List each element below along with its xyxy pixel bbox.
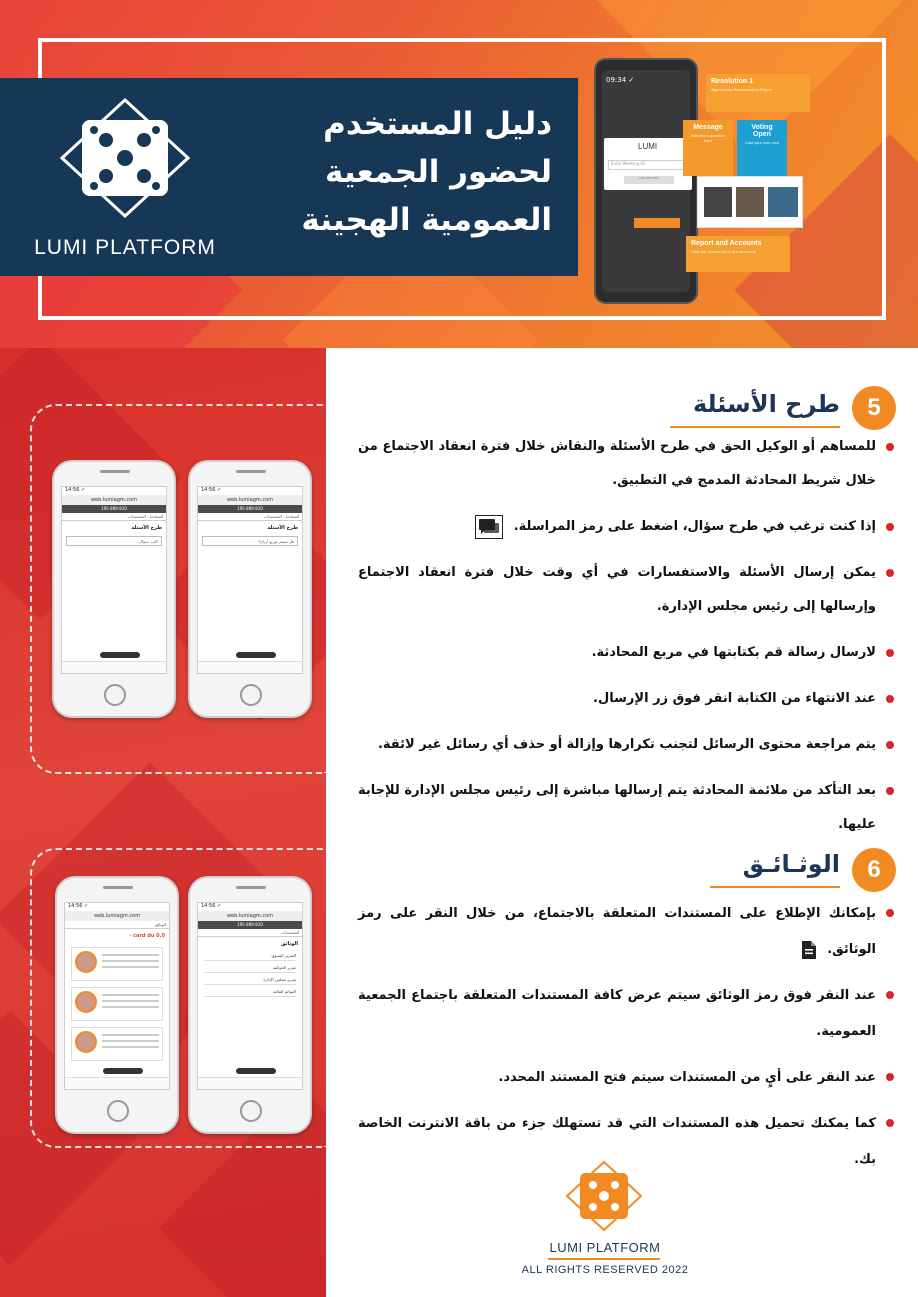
report-card: Report and Accounts View the annual report and accounts (686, 236, 790, 272)
resolution-card: Resolution 1 Approve the Remuneration Report (706, 74, 810, 112)
section-number: 5 (852, 386, 896, 430)
document-icon (801, 940, 817, 960)
phone-questions-typing: 14:56 ✓ web.lumiagm.com 195-889-830 المحادثة · المستندات طرح الأسئلة هل سيتم توزيع أرباح؟ (188, 460, 312, 718)
list-item: يتم مراجعة محتوى الرسائل لتجنب تكرارها وإزالة أو حذف أي رسائل غير لائقة. (358, 728, 896, 762)
list-item: يمكن إرسال الأسئلة والاستفسارات في أي وقت خلال فترة انعقاد الاجتماع وإرسالها إلى رئيس مجلس الإدارة. (358, 556, 896, 624)
documents-bullet-list (358, 896, 896, 1188)
list-item: بإمكانك الإطلاع على المستندات المتعلقة بالاجتماع، من خلال النقر على رمز الوثائق. (358, 896, 896, 968)
section-title-documents: الوثـائـق (742, 850, 840, 878)
footer-copyright: ALL RIGHTS RESERVED 2022 (521, 1264, 689, 1276)
message-card: Message Ask and a question here (683, 120, 733, 176)
hero-phone-mockup: 09:34 ✓ LUMI Enter Meeting ID JOIN MEETING (594, 58, 698, 304)
list-item: للمساهم أو الوكيل الحق في طرح الأسئلة والنقاش خلال فترة انعقاد الاجتماع من خلال شريط المحادثة المدمج في التطبيق. (358, 430, 896, 498)
login-card: LUMI Enter Meeting ID JOIN MEETING (604, 138, 692, 190)
platform-name: LUMI PLATFORM (34, 236, 216, 259)
phone-questions-list: 14:56 ✓ web.lumiagm.com 195-889-830 المحادثة · المستندات طرح الأسئلة اكتب سؤال... (52, 460, 176, 718)
list-item: كما يمكنك تحميل هذه المستندات التي قد تستهلك جزء من باقة الانترنت الخاصة بك. (358, 1106, 896, 1178)
section-title-questions: طرح الأسئلة (692, 390, 840, 418)
lumi-logo-icon (60, 98, 190, 218)
list-item: إذا كنت ترغب في طرح سؤال، اضغط على رمز المراسلة. (358, 510, 896, 544)
questions-bullet-list (358, 430, 896, 854)
section-underline (670, 426, 840, 428)
page-title: دليل المستخدم لحضور الجمعية العمومية الهجينة (301, 106, 552, 239)
chat-icon (475, 515, 503, 539)
list-item: عند الانتهاء من الكتابة انقر فوق زر الإرسال. (358, 682, 896, 716)
phone-documents-list: 14:56 ✓ web.lumiagm.com 195-889-830 المستندات الوثائق التقرير السنوي تقرير الحوكمة تقرير مجلس الإدارة القوائم المالية (188, 876, 312, 1134)
footer-divider (548, 1258, 660, 1260)
footer-platform-name: LUMI PLATFORM (549, 1240, 661, 1255)
section-number: 6 (852, 848, 896, 892)
section-underline (710, 886, 840, 888)
video-card (697, 176, 803, 228)
list-item: عند النقر فوق رمز الوثائق سيتم عرض كافة المستندات المتعلقة باجتماع الجمعية العمومية. (358, 978, 896, 1050)
list-item: عند النقر على أيٍ من المستندات سيتم فتح المستند المحدد. (358, 1060, 896, 1096)
voting-card: Voting Open Cast your vote now (737, 120, 787, 176)
list-item: بعد التأكد من ملائمة المحادثة يتم إرسالها مباشرة إلى رئيس مجلس الإدارة للإجابة عليها. (358, 774, 896, 842)
hero-banner (0, 0, 918, 348)
lumi-logo-icon (565, 1160, 643, 1232)
list-item: لارسال رسالة قم بكتابتها في مربع المحادثة. (358, 636, 896, 670)
phone-document-viewer: 14:56 ✓ web.lumiagm.com الوثائق card du 0.0 ‹ (55, 876, 179, 1134)
